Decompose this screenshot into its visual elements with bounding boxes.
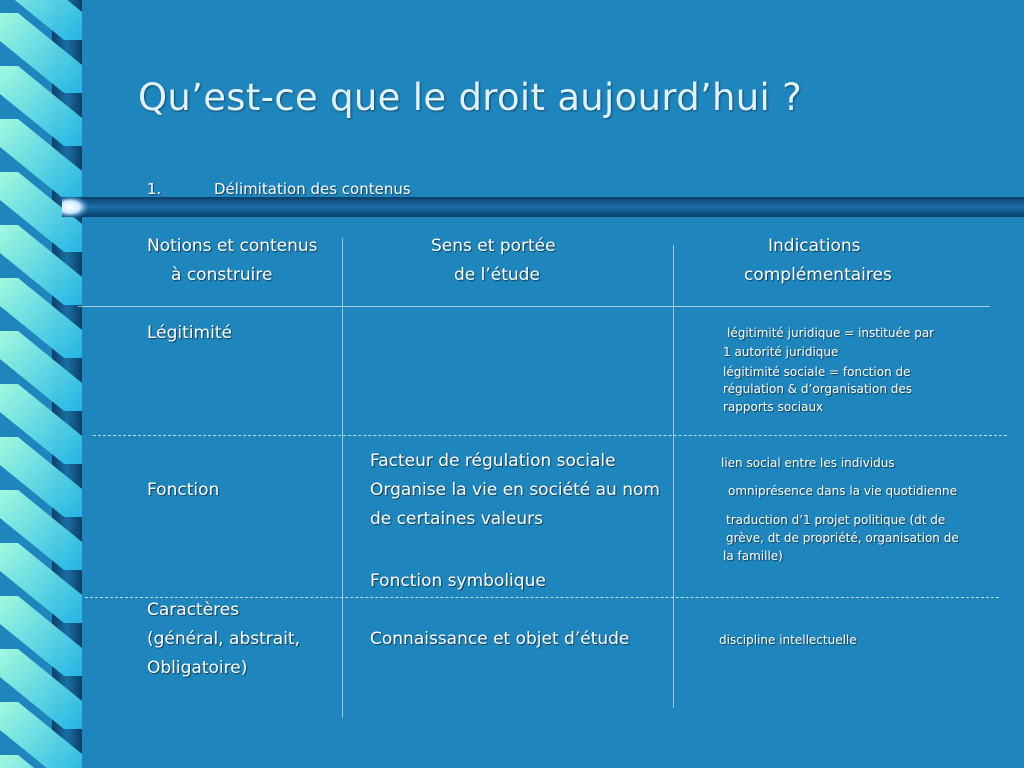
indication-text: omniprésence dans la vie quotidienne <box>728 484 957 498</box>
header-divider <box>78 306 990 307</box>
row-divider <box>85 597 999 598</box>
notion-caracteres: Obligatoire) <box>147 658 248 678</box>
header-col1-line2: à construire <box>171 265 273 285</box>
sens-text: Connaissance et objet d’étude <box>370 629 630 649</box>
section-title: Délimitation des contenus <box>214 180 411 198</box>
header-col2-line2: de l’étude <box>454 265 540 285</box>
sens-text: Facteur de régulation sociale <box>370 451 616 471</box>
indication-text: la famille) <box>723 549 783 563</box>
indication-text: 1 autorité juridique <box>723 345 839 359</box>
indication-text: traduction d’1 projet politique (dt de <box>726 513 946 527</box>
indication-text: légitimité sociale = fonction de <box>723 365 911 379</box>
sens-text: Fonction symbolique <box>370 571 546 591</box>
notion-fonction: Fonction <box>147 480 220 500</box>
notion-caracteres: (général, abstrait, <box>147 629 300 649</box>
indication-text: régulation & d’organisation des <box>723 382 912 396</box>
column-divider <box>342 238 343 718</box>
decorative-rule <box>62 196 1024 218</box>
section-number: 1. <box>147 180 162 198</box>
decorative-ribbon <box>0 0 82 768</box>
header-col3-line1: Indications <box>768 236 861 256</box>
indication-text: lien social entre les individus <box>721 456 895 470</box>
notion-caracteres: Caractères <box>147 600 240 620</box>
sens-text: de certaines valeurs <box>370 509 544 529</box>
sens-text: Organise la vie en société au nom <box>370 480 660 500</box>
indication-text: légitimité juridique = instituée par <box>727 326 935 340</box>
indication-text: grève, dt de propriété, organisation de <box>726 531 959 545</box>
indication-text: discipline intellectuelle <box>719 633 857 647</box>
slide-title: Qu’est-ce que le droit aujourd’hui ? <box>138 76 803 119</box>
header-col1-line1: Notions et contenus <box>147 236 318 256</box>
header-col3-line2: complémentaires <box>744 265 892 285</box>
notion-legitimite: Légitimité <box>147 323 232 343</box>
indication-text: rapports sociaux <box>723 400 824 414</box>
row-divider <box>93 435 1007 436</box>
column-divider <box>673 245 674 708</box>
header-col2-line1: Sens et portée <box>431 236 556 256</box>
